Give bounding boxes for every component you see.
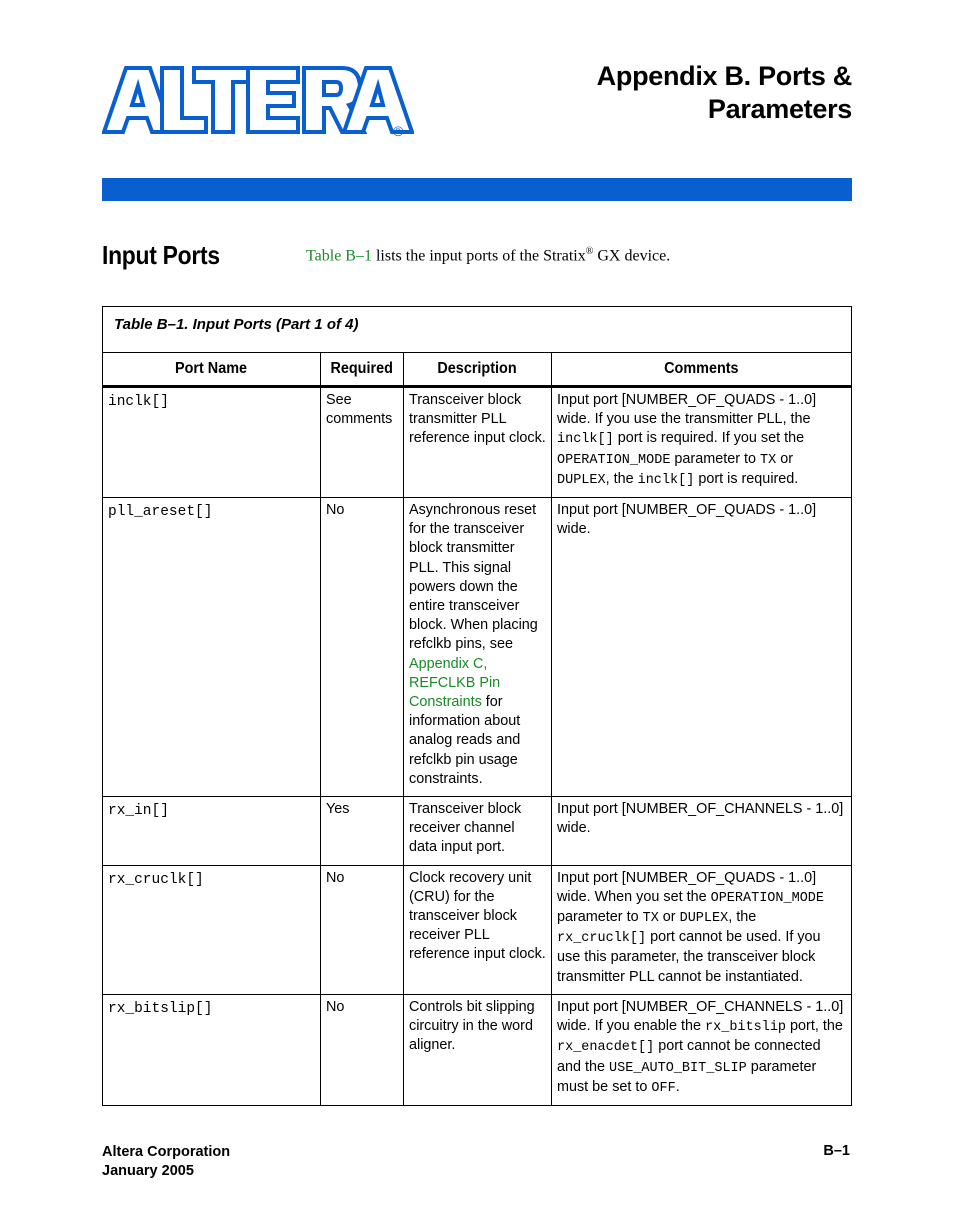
code-term: OPERATION_MODE [557,452,671,468]
intro-text-2: GX device. [593,247,671,265]
port-name-cell: pll_areset[] [103,498,321,797]
comment-text: parameter to [557,909,643,926]
port-name-cell: rx_bitslip[] [103,994,321,1105]
port-name-cell: rx_in[] [103,797,321,866]
table-row [103,797,852,866]
intro-registered-mark: ® [585,246,594,257]
code-term: OFF [651,1080,676,1096]
comments-cell [552,865,852,994]
comment-text: Input port [NUMBER_OF_QUADS - 1..0] wide. When you set the [557,869,817,905]
column-header-required: Required [321,353,404,387]
comments-cell [552,498,852,797]
code-term: inclk[] [557,432,614,448]
table-caption: Table B–1. Input Ports (Part 1 of 4) [103,307,852,353]
registered-mark: ® [393,123,404,138]
comment-text: . [675,1078,680,1095]
table-row [103,498,852,797]
page-title-line1: Appendix B. Ports & [596,61,852,91]
page-title [597,60,852,126]
code-term: rx_cruclk[] [557,931,647,947]
comment-text: parameter to [670,450,761,467]
column-header-port-name: Port Name [103,353,321,387]
altera-logo [102,66,414,138]
code-term: TX [642,911,659,927]
altera-logo-graphic [102,66,414,138]
code-term: rx_enacdet[] [557,1040,655,1056]
port-name-cell: inclk[] [103,387,321,498]
comment-text: port is required. If you set the [613,430,805,447]
code-term: inclk[] [637,472,695,488]
description-cell [404,498,552,797]
required-cell: Yes [321,797,404,866]
code-term: USE_AUTO_BIT_SLIP [609,1060,747,1076]
description-text-1: Asynchronous reset for the transceiver block transmitter PLL. This signal powers down the entire transceiver block. When placing refclkb pins, see [409,502,538,653]
comment-text: , the [605,470,638,487]
comment-text: Input port [NUMBER_OF_CHANNELS - 1..0] wide. If you enable the [557,998,844,1035]
required-cell: No [321,994,404,1105]
code-term: TX [760,452,777,468]
comment-text: Input port [NUMBER_OF_QUADS - 1..0] wide. If you use the transmitter PLL, the [557,392,817,428]
code-term: DUPLEX [679,911,729,927]
description-cell: Transceiver block receiver channel data input port. [404,797,552,866]
required-cell: No [321,865,404,994]
port-name-cell: rx_cruclk[] [103,865,321,994]
comment-text: port cannot be used. If you use this parameter, the transceiver block transmitter PLL cannot be instantiated. [557,929,821,985]
comment-text: parameter must be set to [557,1058,817,1095]
table-header-row [103,353,852,387]
description-cell: Transceiver block transmitter PLL reference input clock. [404,387,552,498]
table-row [103,865,852,994]
comments-cell [552,797,852,866]
intro-text-1: lists the input ports of the Stratix [371,247,586,265]
footer-left [102,1143,230,1181]
table-b1-link[interactable]: Table B–1 [306,247,372,265]
input-ports-table [102,306,852,1106]
comments-cell [552,994,852,1105]
column-header-description: Description [404,353,552,387]
table-row [103,387,852,498]
comment-text: or [776,450,794,467]
comment-text: or [658,909,680,926]
comment-text: , the [728,909,757,926]
description-text-2: for information about analog reads and refclkb pin usage constraints. [409,694,521,787]
description-cell: Clock recovery unit (CRU) for the transceiver block receiver PLL reference input clock. [404,865,552,994]
footer-date: January 2005 [102,1163,194,1179]
comment-text: port, the [786,1018,843,1035]
comments-cell [552,387,852,498]
appendix-c-link[interactable]: Appendix C, REFCLKB Pin Constraints [409,655,501,711]
required-cell: No [321,498,404,797]
table-row [103,994,852,1105]
code-term: rx_bitslip [705,1020,787,1036]
comment-text: port cannot be connected and the [557,1038,821,1075]
code-term: DUPLEX [557,472,606,488]
required-cell: See comments [321,387,404,498]
code-term: OPERATION_MODE [710,890,825,906]
intro-paragraph [306,246,670,265]
comment-text: Input port [NUMBER_OF_CHANNELS - 1..0] wide. [557,801,844,837]
table-caption-row [103,307,852,353]
page-number: B–1 [823,1143,850,1159]
section-heading: Input Ports [102,240,220,270]
column-header-comments: Comments [552,353,852,387]
comment-text: Input port [NUMBER_OF_QUADS - 1..0] wide. [557,502,817,538]
description-cell: Controls bit slipping circuitry in the word aligner. [404,994,552,1105]
page-title-line2: Parameters [707,94,852,124]
comment-text: port is required. [694,470,799,487]
footer-company: Altera Corporation [102,1144,231,1160]
header-divider-bar [102,178,852,201]
